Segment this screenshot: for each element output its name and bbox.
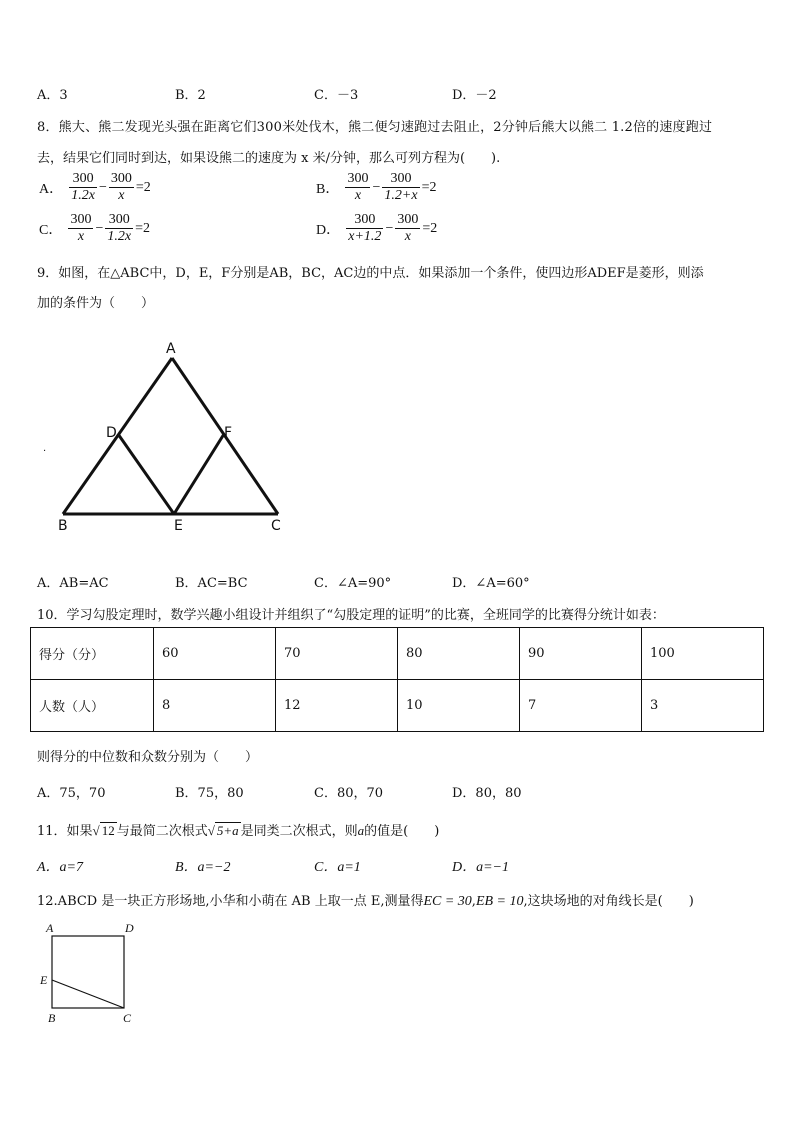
segment-de bbox=[118, 434, 174, 514]
segment-ec bbox=[52, 980, 124, 1008]
label-d: D bbox=[106, 425, 117, 441]
fraction bbox=[105, 212, 133, 245]
q12-measure-eb: EB = 10 bbox=[475, 894, 524, 909]
q7-option-d: D．－2 bbox=[452, 88, 497, 103]
option-label: B． bbox=[316, 181, 340, 197]
q12-stem bbox=[37, 890, 694, 910]
numerator: 300 bbox=[382, 171, 419, 188]
fraction bbox=[109, 171, 134, 204]
numerator: 300 bbox=[397, 212, 419, 227]
score-table bbox=[30, 627, 764, 732]
table-row bbox=[31, 680, 764, 732]
table-cell: 人数（人） bbox=[31, 680, 154, 732]
numerator: 300 bbox=[70, 212, 92, 227]
denominator: 1.2+x bbox=[384, 188, 418, 203]
q10-option-b: B．75，80 bbox=[175, 786, 244, 801]
q11-option-c: C．a=1 bbox=[314, 860, 361, 875]
q9-triangle-figure bbox=[0, 330, 300, 540]
radicand-1: 12 bbox=[101, 823, 115, 838]
label-c: C bbox=[271, 518, 281, 534]
radicand-2: 5+a bbox=[216, 823, 239, 838]
minus-sign: − bbox=[95, 220, 104, 236]
side-ab bbox=[63, 358, 172, 514]
q10-stem-line2: 则得分的中位数和众数分别为（ ） bbox=[37, 750, 259, 765]
equation-rhs: =2 bbox=[135, 220, 151, 236]
numerator: 300 bbox=[347, 171, 369, 186]
q11-end: 的值是( ) bbox=[364, 824, 440, 839]
fraction bbox=[346, 212, 383, 245]
label-e: E bbox=[174, 518, 183, 534]
q7-option-a: A．3 bbox=[37, 88, 68, 103]
denominator: x bbox=[404, 229, 411, 244]
option-label: A． bbox=[39, 181, 64, 197]
q9-option-a: A．AB=AC bbox=[37, 576, 109, 591]
label-b: B bbox=[58, 518, 68, 534]
q12-suffix: ,这块场地的对角线长是( ) bbox=[523, 894, 694, 909]
stray-dot: . bbox=[43, 443, 47, 454]
q11-stem bbox=[37, 820, 439, 839]
fraction bbox=[69, 171, 97, 204]
minus-sign: − bbox=[385, 220, 394, 236]
table-cell: 得分（分） bbox=[31, 628, 154, 680]
label-a: A bbox=[166, 341, 176, 357]
option-label: C． bbox=[39, 222, 63, 238]
q9-stem-line2: 加的条件为（ ） bbox=[37, 296, 155, 311]
radical-sign-icon: √ bbox=[207, 823, 215, 838]
fraction bbox=[68, 212, 93, 245]
q12-prefix: 12.ABCD 是一块正方形场地,小华和小萌在 AB 上取一点 E,测量得 bbox=[37, 894, 424, 909]
q12-square-figure bbox=[30, 918, 150, 1028]
label-f: F bbox=[224, 425, 233, 441]
q11-var: a bbox=[357, 823, 365, 838]
q11-mid: 与最简二次根式 bbox=[116, 824, 208, 839]
q8-stem-line2: 去，结果它们同时到达，如果设熊二的速度为 x 米/分钟，那么可列方程为( ). bbox=[37, 151, 501, 166]
q8-option-d bbox=[314, 212, 439, 245]
segment-ef bbox=[174, 434, 224, 514]
table-cell: 12 bbox=[276, 680, 398, 732]
q9-option-c: C．∠A=90° bbox=[314, 576, 392, 591]
q10-option-c: C．80，70 bbox=[314, 786, 384, 801]
q7-option-c: C．－3 bbox=[314, 88, 359, 103]
label-e: E bbox=[40, 973, 48, 987]
q8-option-c bbox=[37, 212, 152, 245]
square-abcd bbox=[52, 936, 124, 1008]
q11-option-b: B．a=−2 bbox=[175, 860, 231, 875]
denominator: 1.2x bbox=[107, 229, 132, 244]
q11-option-a: A．a=7 bbox=[37, 860, 83, 875]
table-cell: 10 bbox=[398, 680, 520, 732]
label-b: B bbox=[48, 1011, 56, 1025]
label-d: D bbox=[125, 921, 134, 935]
numerator: 300 bbox=[69, 171, 97, 188]
q10-stem-line1: 10．学习勾股定理时，数学兴趣小组设计并组织了“勾股定理的证明”的比赛，全班同学的比赛得分统计如表： bbox=[37, 608, 665, 623]
numerator: 300 bbox=[110, 171, 132, 186]
q11-option-d: D．a=−1 bbox=[452, 860, 510, 875]
denominator: 1.2x bbox=[71, 188, 95, 203]
q11-suffix: 是同类二次根式，则 bbox=[240, 824, 358, 839]
q12-sep: , bbox=[471, 894, 476, 909]
q8-option-b bbox=[314, 171, 438, 204]
table-cell: 60 bbox=[154, 628, 276, 680]
q8-option-a bbox=[37, 171, 153, 204]
numerator: 300 bbox=[105, 212, 133, 229]
q12-measure-ec: EC = 30 bbox=[423, 894, 472, 909]
fraction bbox=[395, 212, 420, 245]
q11-prefix: 11．如果 bbox=[37, 824, 93, 839]
table-cell: 8 bbox=[154, 680, 276, 732]
label-c: C bbox=[123, 1011, 132, 1025]
q10-option-a: A．75，70 bbox=[37, 786, 106, 801]
label-a: A bbox=[46, 921, 54, 935]
q10-option-d: D．80，80 bbox=[452, 786, 522, 801]
numerator: 300 bbox=[346, 212, 383, 229]
table-cell: 100 bbox=[642, 628, 764, 680]
table-cell: 7 bbox=[520, 680, 642, 732]
minus-sign: − bbox=[98, 179, 107, 195]
equation-rhs: =2 bbox=[421, 179, 437, 195]
q8-stem-line1: 8．熊大、熊二发现光头强在距离它们300米处伐木，熊二便匀速跑过去阻止，2分钟后熊大以熊二 1.2倍的速度跑过 bbox=[37, 120, 713, 135]
table-cell: 80 bbox=[398, 628, 520, 680]
radical-sign-icon: √ bbox=[92, 823, 100, 838]
q9-option-d: D．∠A=60° bbox=[452, 576, 530, 591]
equation-rhs: =2 bbox=[135, 179, 151, 195]
q7-option-b: B．2 bbox=[175, 88, 206, 103]
q9-option-b: B．AC=BC bbox=[175, 576, 248, 591]
denominator: x bbox=[77, 229, 85, 244]
table-cell: 90 bbox=[520, 628, 642, 680]
denominator: x bbox=[118, 188, 125, 203]
equation-rhs: =2 bbox=[422, 220, 438, 236]
option-label: D． bbox=[316, 222, 341, 238]
denominator: x+1.2 bbox=[348, 229, 382, 244]
table-row bbox=[31, 628, 764, 680]
table-cell: 3 bbox=[642, 680, 764, 732]
denominator: x bbox=[354, 188, 362, 203]
fraction bbox=[345, 171, 370, 204]
minus-sign: − bbox=[372, 179, 381, 195]
q9-stem-line1: 9．如图，在△ABC中，D，E，F分别是AB，BC，AC边的中点．如果添加一个条件，使四边形ADEF是菱形，则添 bbox=[37, 266, 704, 281]
table-cell: 70 bbox=[276, 628, 398, 680]
fraction bbox=[382, 171, 419, 204]
